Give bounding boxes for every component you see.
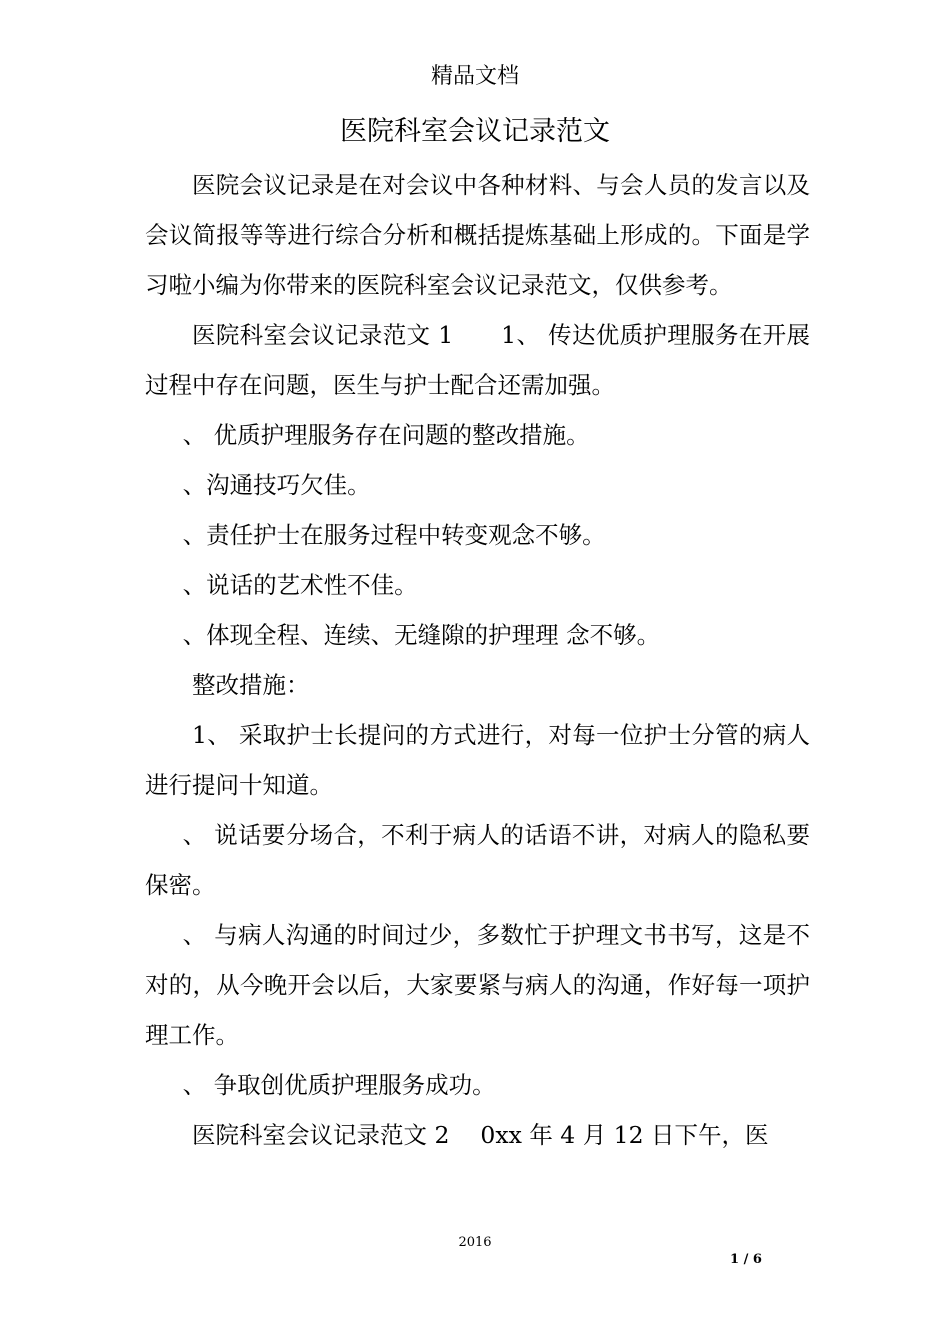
paragraph-item: 、 优质护理服务存在问题的整改措施。	[182, 421, 590, 449]
page-number: 1 / 6	[730, 1252, 762, 1267]
page-header: 精品文档	[430, 64, 519, 89]
paragraph-item: 、责任护士在服务过程中转变观念不够。	[182, 521, 606, 549]
document-body	[145, 160, 810, 1160]
footer-year: 2016	[458, 1235, 492, 1250]
paragraph-sample-1: 医院科室会议记录范文 1 1、 传达优质护理服务在开展过程中存在问题，医生与护士配合还需加强。	[145, 321, 810, 399]
paragraph-measure: 、 争取创优质护理服务成功。	[182, 1071, 496, 1099]
paragraph-intro: 医院会议记录是在对会议中各种材料、与会人员的发言以及会议简报等等进行综合分析和概括提炼基础上形成的。下面是学习啦小编为你带来的医院科室会议记录范文，仅供参考。	[145, 171, 810, 299]
document-title: 医院科室会议记录范文	[340, 116, 610, 147]
paragraph-item: 、沟通技巧欠佳。	[182, 471, 371, 499]
paragraph-measure: 、 说话要分场合，不利于病人的话语不讲，对病人的隐私要保密。	[145, 821, 810, 899]
paragraph-measures-heading: 整改措施：	[192, 671, 310, 699]
paragraph-measure: 1、 采取护士长提问的方式进行，对每一位护士分管的病人进行提问十知道。	[145, 721, 810, 799]
paragraph-sample-2: 医院科室会议记录范文 2 0xx 年 4 月 12 日下午，医	[192, 1121, 769, 1149]
paragraph-item: 、说话的艺术性不佳。	[182, 571, 418, 599]
paragraph-measure: 、 与病人沟通的时间过少，多数忙于护理文书书写，这是不对的，从今晚开会以后，大家要紧与病人的沟通，作好每一项护理工作。	[145, 921, 810, 1049]
paragraph-item: 、体现全程、连续、无缝隙的护理理 念不够。	[182, 621, 661, 649]
